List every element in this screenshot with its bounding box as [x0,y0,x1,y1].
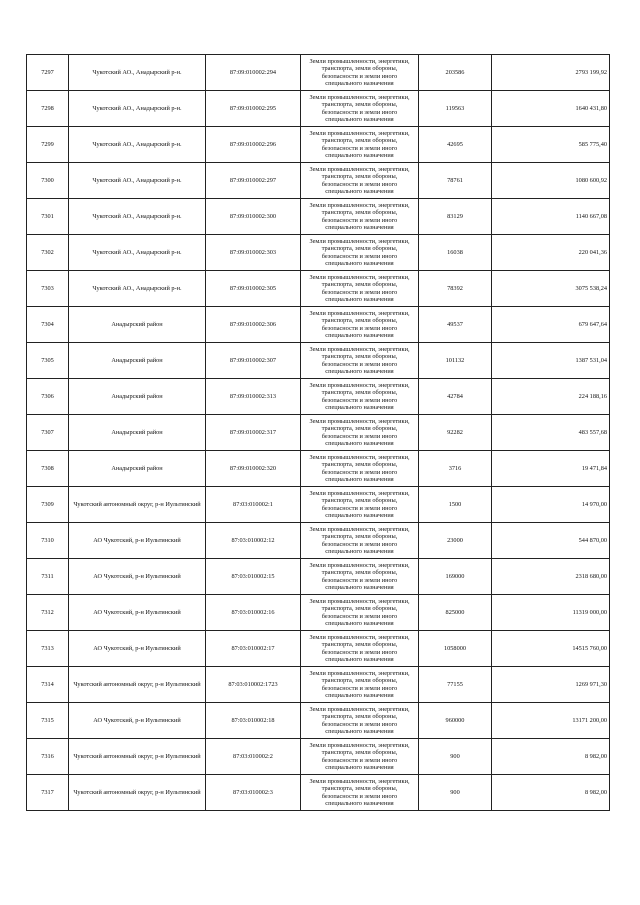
area-cell: 900 [419,775,492,811]
location-cell: АО Чукотский, р-н Иультинский [69,703,206,739]
land-category-cell: Земли промышленности, энергетики, транспорта, земли обороны, безопасности и земли иного специального назначения [301,127,419,163]
land-category-cell: Земли промышленности, энергетики, транспорта, земли обороны, безопасности и земли иного специального назначения [301,739,419,775]
land-category-cell: Земли промышленности, энергетики, транспорта, земли обороны, безопасности и земли иного специального назначения [301,631,419,667]
location-cell: Анадырский район [69,451,206,487]
table-row [27,163,610,199]
table-row [27,415,610,451]
row-number: 7300 [27,163,69,199]
table-row [27,271,610,307]
location-cell: АО Чукотский, р-н Иультинский [69,631,206,667]
area-cell: 900 [419,739,492,775]
land-category-cell: Земли промышленности, энергетики, транспорта, земли обороны, безопасности и земли иного специального назначения [301,235,419,271]
row-number: 7309 [27,487,69,523]
location-cell: Чукотский АО., Анадырский р-н. [69,199,206,235]
row-number: 7305 [27,343,69,379]
row-number: 7301 [27,199,69,235]
table-row [27,667,610,703]
land-category-cell: Земли промышленности, энергетики, транспорта, земли обороны, безопасности и земли иного специального назначения [301,775,419,811]
cadastral-value-cell: 14515 760,00 [492,631,610,667]
cadastral-number-cell: 87:03:010002:3 [206,775,301,811]
location-cell: Чукотский АО., Анадырский р-н. [69,55,206,91]
cadastral-value-cell: 1640 431,80 [492,91,610,127]
document-page [26,54,609,811]
row-number: 7316 [27,739,69,775]
cadastral-value-cell: 679 647,64 [492,307,610,343]
cadastral-value-cell: 483 557,68 [492,415,610,451]
location-cell: Анадырский район [69,307,206,343]
cadastral-number-cell: 87:09:010002:307 [206,343,301,379]
land-category-cell: Земли промышленности, энергетики, транспорта, земли обороны, безопасности и земли иного специального назначения [301,595,419,631]
cadastral-value-cell: 220 041,36 [492,235,610,271]
area-cell: 49537 [419,307,492,343]
land-category-cell: Земли промышленности, энергетики, транспорта, земли обороны, безопасности и земли иного специального назначения [301,559,419,595]
location-cell: Чукотский АО., Анадырский р-н. [69,127,206,163]
land-category-cell: Земли промышленности, энергетики, транспорта, земли обороны, безопасности и земли иного специального назначения [301,199,419,235]
land-category-cell: Земли промышленности, энергетики, транспорта, земли обороны, безопасности и земли иного специального назначения [301,343,419,379]
row-number: 7310 [27,523,69,559]
cadastral-number-cell: 87:09:010002:317 [206,415,301,451]
location-cell: Анадырский район [69,343,206,379]
row-number: 7299 [27,127,69,163]
row-number: 7311 [27,559,69,595]
table-row [27,379,610,415]
cadastral-number-cell: 87:09:010002:296 [206,127,301,163]
area-cell: 169000 [419,559,492,595]
location-cell: АО Чукотский, р-н Иультинский [69,595,206,631]
table-row [27,307,610,343]
land-category-cell: Земли промышленности, энергетики, транспорта, земли обороны, безопасности и земли иного специального назначения [301,55,419,91]
table-body [27,55,610,811]
land-category-cell: Земли промышленности, энергетики, транспорта, земли обороны, безопасности и земли иного специального назначения [301,523,419,559]
cadastral-value-cell: 13171 200,00 [492,703,610,739]
location-cell: АО Чукотский, р-н Иультинский [69,559,206,595]
land-category-cell: Земли промышленности, энергетики, транспорта, земли обороны, безопасности и земли иного специального назначения [301,667,419,703]
land-category-cell: Земли промышленности, энергетики, транспорта, земли обороны, безопасности и земли иного специального назначения [301,91,419,127]
table-row [27,559,610,595]
location-cell: Чукотский автономный округ, р-н Иультинский [69,667,206,703]
row-number: 7312 [27,595,69,631]
row-number: 7315 [27,703,69,739]
location-cell: Чукотский АО., Анадырский р-н. [69,235,206,271]
cadastral-value-cell: 544 870,00 [492,523,610,559]
area-cell: 92282 [419,415,492,451]
row-number: 7313 [27,631,69,667]
cadastral-number-cell: 87:03:010002:16 [206,595,301,631]
cadastral-value-cell: 224 188,16 [492,379,610,415]
row-number: 7306 [27,379,69,415]
cadastral-value-cell: 1080 600,92 [492,163,610,199]
area-cell: 83129 [419,199,492,235]
cadastral-value-cell: 14 970,00 [492,487,610,523]
table-row [27,199,610,235]
cadastral-number-cell: 87:03:010002:17 [206,631,301,667]
area-cell: 1058000 [419,631,492,667]
area-cell: 78761 [419,163,492,199]
area-cell: 119563 [419,91,492,127]
area-cell: 42784 [419,379,492,415]
location-cell: Чукотский АО., Анадырский р-н. [69,271,206,307]
row-number: 7297 [27,55,69,91]
area-cell: 42695 [419,127,492,163]
row-number: 7308 [27,451,69,487]
location-cell: АО Чукотский, р-н Иультинский [69,523,206,559]
location-cell: Анадырский район [69,415,206,451]
area-cell: 16038 [419,235,492,271]
cadastral-number-cell: 87:09:010002:305 [206,271,301,307]
cadastral-number-cell: 87:03:010002:18 [206,703,301,739]
cadastral-number-cell: 87:09:010002:320 [206,451,301,487]
location-cell: Чукотский АО., Анадырский р-н. [69,91,206,127]
table-row [27,55,610,91]
cadastral-value-cell: 1387 531,04 [492,343,610,379]
table-row [27,127,610,163]
location-cell: Чукотский автономный округ, р-н Иультинский [69,739,206,775]
land-category-cell: Земли промышленности, энергетики, транспорта, земли обороны, безопасности и земли иного специального назначения [301,271,419,307]
cadastral-value-cell: 585 775,40 [492,127,610,163]
cadastral-value-cell: 11319 000,00 [492,595,610,631]
cadastral-value-cell: 8 982,00 [492,775,610,811]
row-number: 7302 [27,235,69,271]
row-number: 7304 [27,307,69,343]
table-row [27,343,610,379]
cadastral-value-cell: 2793 199,92 [492,55,610,91]
land-category-cell: Земли промышленности, энергетики, транспорта, земли обороны, безопасности и земли иного специального назначения [301,307,419,343]
cadastral-number-cell: 87:09:010002:295 [206,91,301,127]
area-cell: 3716 [419,451,492,487]
row-number: 7298 [27,91,69,127]
area-cell: 101132 [419,343,492,379]
location-cell: Анадырский район [69,379,206,415]
land-category-cell: Земли промышленности, энергетики, транспорта, земли обороны, безопасности и земли иного специального назначения [301,487,419,523]
cadastral-value-cell: 8 982,00 [492,739,610,775]
cadastral-value-cell: 3075 538,24 [492,271,610,307]
table-row [27,703,610,739]
cadastral-number-cell: 87:09:010002:297 [206,163,301,199]
land-category-cell: Земли промышленности, энергетики, транспорта, земли обороны, безопасности и земли иного специального назначения [301,379,419,415]
table-row [27,775,610,811]
cadastral-number-cell: 87:03:010002:12 [206,523,301,559]
location-cell: Чукотский автономный округ, р-н Иультинский [69,775,206,811]
cadastral-number-cell: 87:09:010002:294 [206,55,301,91]
cadastral-number-cell: 87:09:010002:300 [206,199,301,235]
table-row [27,451,610,487]
area-cell: 825000 [419,595,492,631]
cadastral-value-cell: 1140 667,08 [492,199,610,235]
location-cell: Чукотский АО., Анадырский р-н. [69,163,206,199]
table-row [27,739,610,775]
cadastral-number-cell: 87:03:010002:2 [206,739,301,775]
cadastral-number-cell: 87:09:010002:303 [206,235,301,271]
cadastral-value-cell: 1269 971,30 [492,667,610,703]
area-cell: 1500 [419,487,492,523]
table-row [27,235,610,271]
area-cell: 960000 [419,703,492,739]
area-cell: 203586 [419,55,492,91]
cadastral-value-cell: 19 471,84 [492,451,610,487]
table-row [27,523,610,559]
area-cell: 23000 [419,523,492,559]
area-cell: 77155 [419,667,492,703]
table-row [27,631,610,667]
table-row [27,595,610,631]
cadastral-number-cell: 87:03:010002:15 [206,559,301,595]
table-row [27,91,610,127]
cadastral-value-cell: 2318 680,00 [492,559,610,595]
area-cell: 78392 [419,271,492,307]
location-cell: Чукотский автономный округ, р-н Иультинский [69,487,206,523]
row-number: 7303 [27,271,69,307]
cadastral-number-cell: 87:03:010002:1723 [206,667,301,703]
table-row [27,487,610,523]
cadastral-number-cell: 87:03:010002:1 [206,487,301,523]
cadastral-number-cell: 87:09:010002:306 [206,307,301,343]
land-category-cell: Земли промышленности, энергетики, транспорта, земли обороны, безопасности и земли иного специального назначения [301,415,419,451]
land-plot-table [26,54,610,811]
land-category-cell: Земли промышленности, энергетики, транспорта, земли обороны, безопасности и земли иного специального назначения [301,703,419,739]
land-category-cell: Земли промышленности, энергетики, транспорта, земли обороны, безопасности и земли иного специального назначения [301,163,419,199]
row-number: 7317 [27,775,69,811]
land-category-cell: Земли промышленности, энергетики, транспорта, земли обороны, безопасности и земли иного специального назначения [301,451,419,487]
row-number: 7314 [27,667,69,703]
cadastral-number-cell: 87:09:010002:313 [206,379,301,415]
row-number: 7307 [27,415,69,451]
